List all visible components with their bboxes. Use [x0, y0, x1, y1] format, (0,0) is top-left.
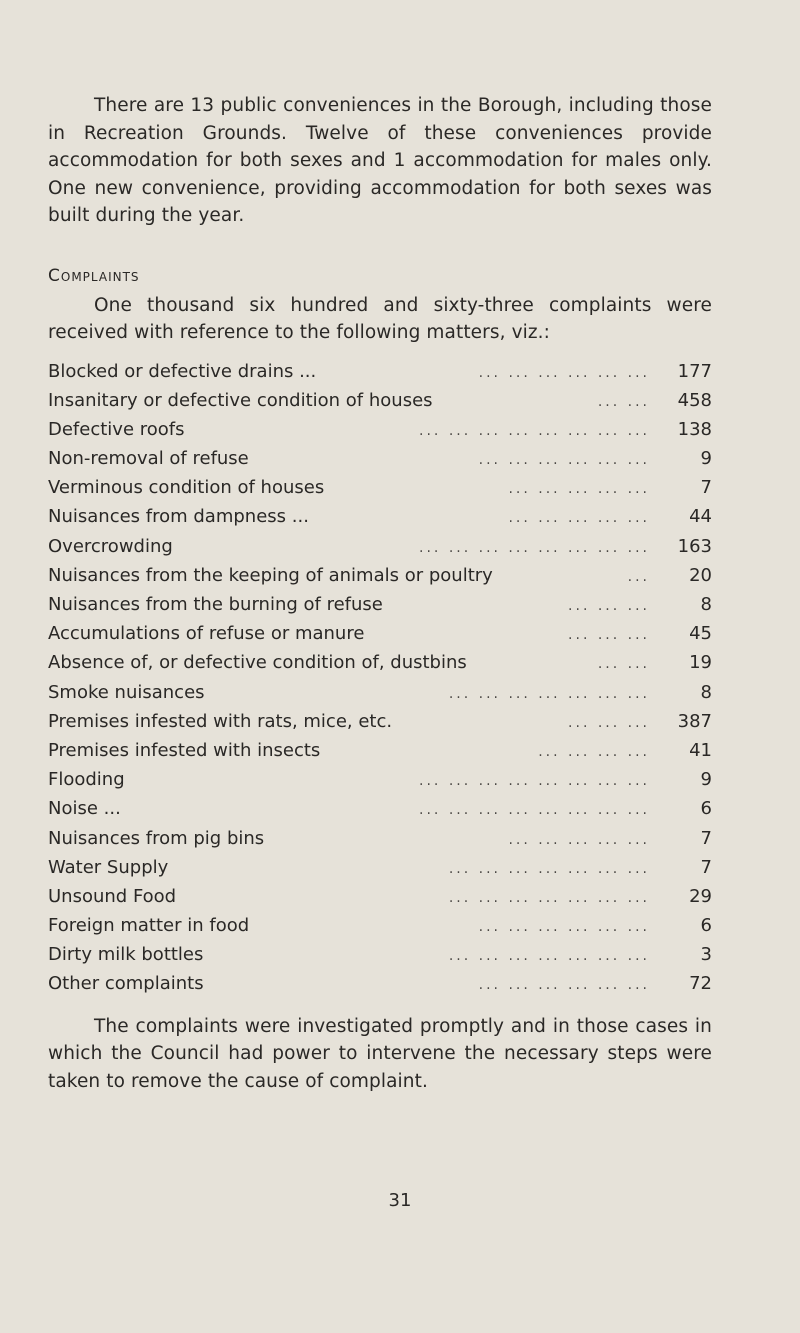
complaint-count: 7 [700, 827, 712, 849]
leader-dots: ... ... ... ... ... ... ... ... [419, 802, 650, 819]
complaint-row [48, 911, 712, 940]
complaint-count: 44 [689, 506, 712, 528]
complaint-label: Dirty milk bottles [48, 944, 204, 966]
leader-dots: ... ... ... ... ... ... [478, 977, 650, 994]
complaint-label: Absence of, or defective condition of, dustbins [48, 652, 467, 674]
leader-dots: ... ... ... [568, 598, 650, 614]
complaint-label: Nuisances from dampness ... [48, 506, 309, 528]
complaint-row [48, 357, 712, 386]
complaint-label: Foreign matter in food [48, 915, 250, 937]
page-number: 31 [388, 1190, 412, 1211]
complaint-label: Insanitary or defective condition of houses [48, 389, 433, 411]
leader-dots: ... ... ... ... ... ... ... [448, 685, 650, 702]
complaint-row [48, 502, 712, 531]
leader-dots: ... ... ... ... ... ... [478, 919, 650, 936]
section-intro: One thousand six hundred and sixty-three complaints were received with reference to the following matters, viz.: [48, 294, 712, 343]
intro-paragraph: There are 13 public conveniences in the Borough, including those in Recreation Grounds. Twelve of these conveniences provide accommodation for both sexes and 1 accommodation for males only. One new convenience, providing accommodation for both sexes was built during the year. [48, 95, 712, 226]
leader-dots: ... ... ... ... ... ... ... [448, 948, 650, 965]
complaint-row [48, 590, 712, 619]
complaint-count: 458 [677, 389, 712, 411]
complaint-label: Unsound Food [48, 885, 177, 907]
complaint-count: 9 [700, 448, 712, 470]
complaint-row [48, 707, 712, 736]
complaint-label: Premises infested with insects [48, 739, 321, 761]
complaint-row [48, 736, 712, 765]
complaint-label: Smoke nuisances [48, 681, 205, 703]
complaint-row [48, 940, 712, 969]
complaint-row [48, 386, 712, 415]
complaint-row [48, 678, 712, 707]
complaint-row [48, 882, 712, 911]
complaint-count: 6 [700, 798, 712, 820]
leader-dots: ... ... ... ... ... ... ... [448, 860, 650, 877]
leader-dots: ... ... [597, 393, 650, 410]
complaint-count: 7 [700, 477, 712, 499]
complaint-label: Other complaints [48, 973, 204, 995]
leader-dots: ... ... ... ... ... ... [478, 452, 650, 469]
complaint-label: Defective roofs [48, 418, 185, 440]
leader-dots: ... ... ... ... ... ... ... ... [419, 539, 650, 556]
leader-dots: ... ... ... [568, 714, 650, 731]
complaint-label: Nuisances from pig bins [48, 827, 265, 849]
complaint-label: Overcrowding [48, 535, 173, 557]
leader-dots: ... ... ... ... ... ... ... [448, 889, 650, 906]
leader-dots: ... [627, 568, 650, 585]
complaint-count: 72 [689, 973, 712, 995]
complaint-count: 20 [689, 564, 712, 586]
complaint-row [48, 444, 712, 473]
complaint-count: 8 [700, 594, 712, 615]
closing-paragraph: The complaints were investigated promptly and in those cases in which the Council had power to intervene the necessary steps were taken to remove the cause of complaint. [48, 1015, 712, 1092]
complaint-count: 45 [689, 623, 712, 645]
complaint-label: Accumulations of refuse or manure [48, 623, 365, 645]
leader-dots: ... ... ... ... ... ... ... ... [419, 422, 650, 439]
complaint-row [48, 765, 712, 794]
complaint-count: 41 [689, 739, 712, 761]
complaint-row [48, 532, 712, 561]
leader-dots: ... ... ... ... ... ... ... ... [419, 773, 650, 790]
complaints-list [48, 357, 712, 999]
complaint-count: 19 [689, 652, 712, 674]
page-body [48, 92, 712, 1095]
complaint-count: 163 [677, 535, 712, 557]
section-heading: Complaints [48, 265, 140, 286]
complaint-count: 7 [700, 856, 712, 878]
complaint-row [48, 853, 712, 882]
complaint-row [48, 619, 712, 648]
complaint-count: 9 [700, 769, 712, 791]
complaint-label: Water Supply [48, 856, 169, 878]
complaint-row [48, 561, 712, 590]
leader-dots: ... ... ... [568, 627, 650, 644]
complaint-label: Non-removal of refuse [48, 448, 249, 470]
complaint-count: 138 [677, 418, 712, 440]
leader-dots: ... ... ... ... [538, 743, 650, 760]
complaint-row [48, 969, 712, 998]
leader-dots: ... ... ... ... ... [508, 481, 650, 498]
complaint-label: Nuisances from the keeping of animals or poultry [48, 564, 493, 586]
leader-dots: ... ... ... ... ... ... [478, 364, 650, 381]
complaint-row [48, 473, 712, 502]
complaint-label: Verminous condition of houses [48, 477, 325, 499]
complaint-label: Noise ... [48, 798, 121, 820]
complaint-label: Premises infested with rats, mice, etc. [48, 710, 393, 732]
leader-dots: ... ... ... ... ... [508, 831, 650, 848]
complaint-label: Flooding [48, 769, 125, 791]
complaint-label: Nuisances from the burning of refuse [48, 594, 383, 615]
leader-dots: ... ... ... ... ... [508, 510, 650, 527]
complaint-count: 29 [689, 885, 712, 907]
complaint-count: 177 [677, 360, 712, 382]
complaint-count: 387 [677, 710, 712, 732]
complaint-row [48, 648, 712, 677]
complaint-count: 3 [700, 944, 712, 966]
complaint-row [48, 824, 712, 853]
complaint-label: Blocked or defective drains ... [48, 360, 317, 382]
complaint-count: 6 [700, 915, 712, 937]
complaint-row [48, 415, 712, 444]
complaint-row [48, 794, 712, 823]
complaint-count: 8 [700, 681, 712, 703]
leader-dots: ... ... [597, 656, 650, 673]
